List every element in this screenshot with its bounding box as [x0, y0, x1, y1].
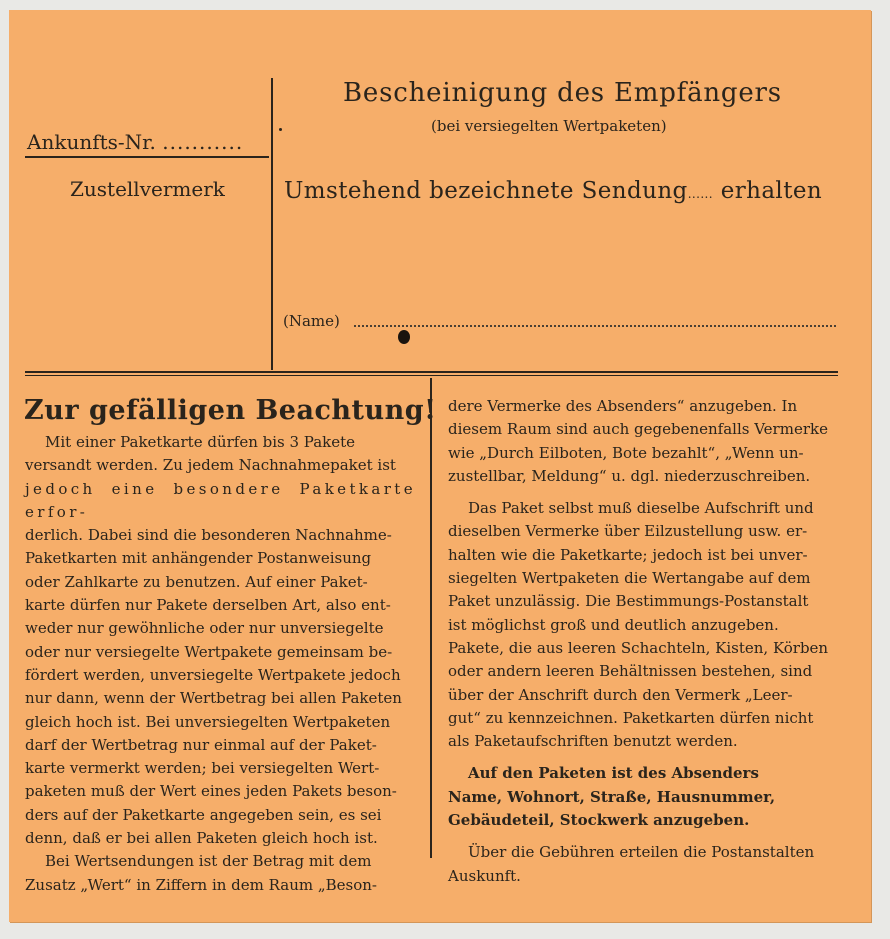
text-line: ders auf der Paketkarte angegeben sein, es sei [25, 805, 382, 824]
text-line: oder Zahlkarte zu benutzen. Auf einer Paket- [25, 572, 368, 591]
text-line: oder nur versiegelte Wertpakete gemeinsam be- [25, 642, 393, 661]
section-divider-bottom [25, 375, 838, 376]
ankunft-divider [25, 156, 269, 158]
text-line: versandt werden. Zu jedem Nachnahmepaket ist [25, 456, 396, 475]
text-line: karte dürfen nur Pakete derselben Art, also ent- [25, 596, 391, 615]
name-signature-line [354, 325, 836, 327]
text-line: gleich hoch ist. Bei unversiegelten Wertpaketen [25, 712, 391, 731]
text-line: weder nur gewöhnliche oder nur unversiegelte [25, 619, 384, 638]
text-line: zustellbar, Meldung“ u. dgl. niederzuschreiben. [448, 466, 811, 485]
text-line: diesem Raum sind auch gegebenenfalls Vermerke [448, 420, 828, 439]
text-line: Das Paket selbst muß dieselbe Aufschrift und [468, 499, 814, 518]
beachtung-right-column [448, 395, 838, 888]
sendung-line: Umstehend bezeichnete Sendung...... erhalten [284, 178, 823, 204]
text-line: ist möglichst groß und deutlich anzugeben. [448, 615, 779, 634]
name-label: (Name) [283, 312, 340, 330]
bottom-vertical-divider [430, 378, 432, 858]
ink-blot [398, 330, 410, 344]
text-line: Über die Gebühren erteilen die Postanstalten [468, 843, 815, 862]
text-line: über der Anschrift durch den Vermerk „Leer- [448, 685, 793, 704]
text-line: Pakete, die aus leeren Schachteln, Kisten, Körben [448, 638, 829, 657]
text-line: wie „Durch Eilboten, Bote bezahlt“, „Wenn un- [448, 443, 804, 462]
text-line: paketen muß der Wert eines jeden Pakets beson- [25, 782, 397, 801]
text-line: halten wie die Paketkarte; jedoch ist bei unver- [448, 545, 808, 564]
bescheinigung-subtitle: (bei versiegelten Wertpaketen) [431, 117, 667, 135]
paketkarte-back [9, 10, 871, 922]
text-line: als Paketaufschriften benutzt werden. [448, 732, 738, 751]
text-line: denn, daß er bei allen Paketen gleich hoch ist. [25, 829, 378, 848]
text-line: Gebäudeteil, Stockwerk anzugeben. [448, 811, 750, 830]
section-divider-top [25, 371, 838, 373]
text-line: Bei Wertsendungen ist der Betrag mit dem [45, 852, 372, 871]
text-line: dere Vermerke des Absenders“ anzugeben. In [448, 397, 798, 415]
text-line: jedoch eine besondere Paketkarte erfor- [25, 479, 416, 521]
text-line: gut“ zu kennzeichnen. Paketkarten dürfen nicht [448, 708, 814, 727]
text-line: Mit einer Paketkarte dürfen bis 3 Pakete [45, 433, 356, 451]
text-line: darf der Wertbetrag nur einmal auf der Paket- [25, 735, 377, 754]
text-line: fördert werden, unversiegelte Wertpakete jedoch [25, 665, 401, 684]
text-line: dieselben Vermerke über Eilzustellung usw. er- [448, 522, 808, 541]
text-line: Name, Wohnort, Straße, Hausnummer, [448, 787, 776, 806]
text-line: oder andern leeren Behältnissen bestehen, sind [448, 662, 813, 681]
text-line: karte vermerkt werden; bei versiegelten Wert- [25, 759, 380, 778]
text-line: siegelten Wertpaketen die Wertangabe auf dem [448, 569, 811, 588]
text-line: Auf den Paketen ist des Absenders [468, 764, 759, 783]
beachtung-left-column [25, 431, 416, 897]
text-line: Auskunft. [448, 866, 521, 885]
text-line: Paketkarten mit anhängender Postanweisung [25, 549, 372, 568]
zustellvermerk-label: Zustellvermerk [70, 177, 225, 201]
text-line: Paket unzulässig. Die Bestimmungs-Postanstalt [448, 592, 809, 611]
text-line: Zusatz „Wert“ in Ziffern in dem Raum „Beson- [25, 875, 378, 894]
text-line: derlich. Dabei sind die besonderen Nachnahme- [25, 526, 392, 545]
top-vertical-divider [271, 78, 273, 370]
text-line: nur dann, wenn der Wertbetrag bei allen Paketen [25, 689, 402, 708]
ankunfts-nr-label: Ankunfts-Nr. ........... [27, 130, 244, 154]
ink-dot [279, 128, 282, 131]
bescheinigung-title: Bescheinigung des Empfängers [343, 78, 782, 108]
beachtung-title: Zur gefälligen Beachtung! [24, 395, 437, 426]
